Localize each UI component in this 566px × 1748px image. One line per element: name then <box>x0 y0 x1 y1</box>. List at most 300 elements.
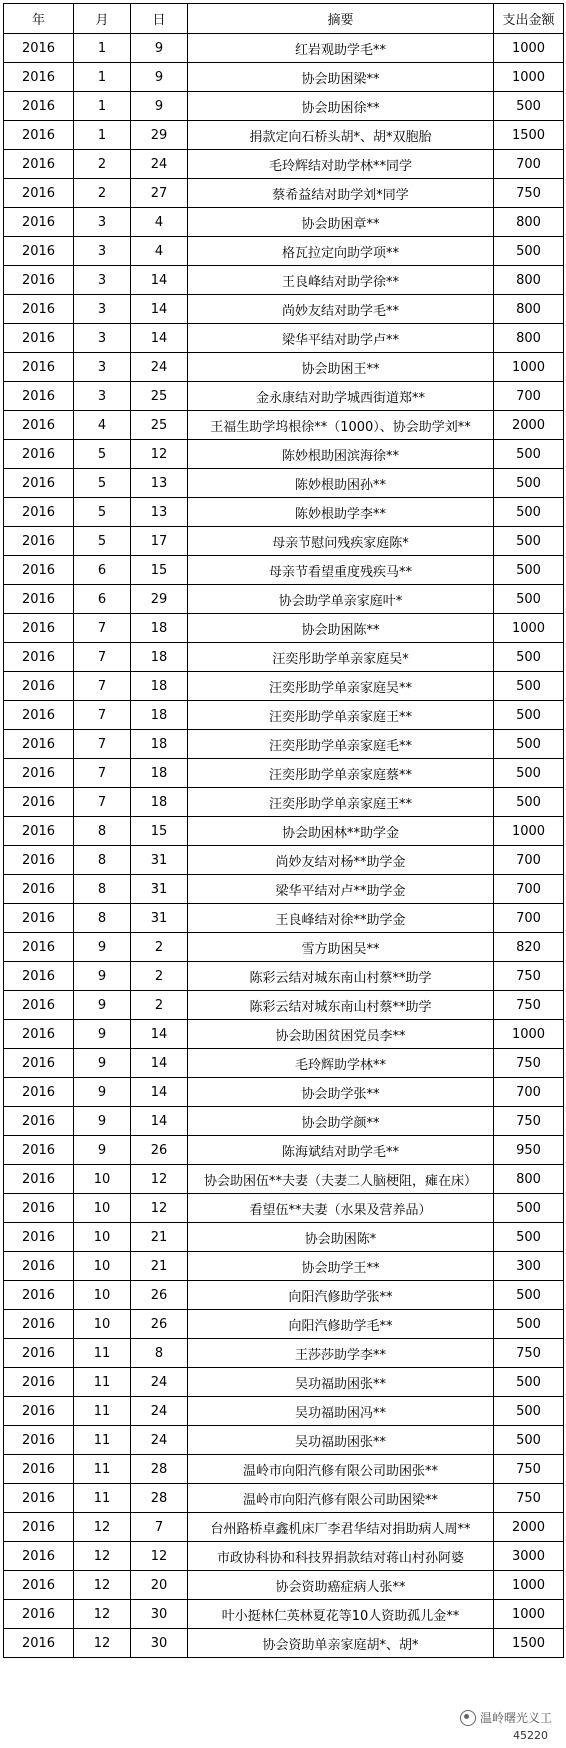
cell-month: 10 <box>74 1223 131 1252</box>
cell-description: 汪奕彤助学单亲家庭王** <box>188 701 494 730</box>
cell-month: 3 <box>74 353 131 382</box>
cell-month: 7 <box>74 788 131 817</box>
cell-year: 2016 <box>4 1484 74 1513</box>
cell-amount: 500 <box>494 1397 564 1426</box>
cell-month: 11 <box>74 1426 131 1455</box>
cell-day: 24 <box>131 150 188 179</box>
cell-month: 9 <box>74 1020 131 1049</box>
cell-day: 25 <box>131 382 188 411</box>
cell-year: 2016 <box>4 1339 74 1368</box>
cell-day: 21 <box>131 1223 188 1252</box>
cell-day: 14 <box>131 1107 188 1136</box>
cell-month: 11 <box>74 1455 131 1484</box>
cell-description: 红岩观助学毛** <box>188 34 494 63</box>
cell-description: 叶小挺林仁英林夏花等10人资助孤儿金** <box>188 1600 494 1629</box>
cell-amount: 500 <box>494 1368 564 1397</box>
cell-month: 10 <box>74 1281 131 1310</box>
cell-day: 18 <box>131 759 188 788</box>
table-row <box>4 875 564 904</box>
cell-year: 2016 <box>4 730 74 759</box>
cell-year: 2016 <box>4 150 74 179</box>
cell-description: 汪奕彤助学单亲家庭吴* <box>188 643 494 672</box>
cell-amount: 1500 <box>494 1629 564 1658</box>
cell-day: 18 <box>131 788 188 817</box>
cell-amount: 500 <box>494 585 564 614</box>
table-row <box>4 1629 564 1658</box>
cell-year: 2016 <box>4 1571 74 1600</box>
cell-day: 13 <box>131 498 188 527</box>
cell-month: 12 <box>74 1542 131 1571</box>
cell-amount: 500 <box>494 1194 564 1223</box>
table-row <box>4 1107 564 1136</box>
cell-amount: 800 <box>494 208 564 237</box>
cell-month: 1 <box>74 34 131 63</box>
cell-description: 协会助学单亲家庭叶* <box>188 585 494 614</box>
cell-description: 看望伍**夫妻（水果及营养品） <box>188 1194 494 1223</box>
cell-amount: 500 <box>494 469 564 498</box>
cell-year: 2016 <box>4 933 74 962</box>
cell-day: 4 <box>131 208 188 237</box>
cell-month: 1 <box>74 121 131 150</box>
cell-amount: 2000 <box>494 411 564 440</box>
cell-description: 协会助困贫困党员李** <box>188 1020 494 1049</box>
cell-year: 2016 <box>4 759 74 788</box>
cell-year: 2016 <box>4 1513 74 1542</box>
cell-day: 18 <box>131 643 188 672</box>
cell-day: 31 <box>131 846 188 875</box>
cell-year: 2016 <box>4 179 74 208</box>
watermark <box>460 1709 552 1726</box>
cell-day: 18 <box>131 614 188 643</box>
cell-description: 陈妙根助困滨海徐** <box>188 440 494 469</box>
cell-description: 协会助困伍**夫妻（夫妻二人脑梗阻，瘫在床） <box>188 1165 494 1194</box>
table-body <box>4 34 564 1658</box>
cell-month: 11 <box>74 1368 131 1397</box>
cell-description: 协会助学王** <box>188 1252 494 1281</box>
header-year: 年 <box>4 4 74 34</box>
cell-day: 27 <box>131 179 188 208</box>
cell-day: 30 <box>131 1629 188 1658</box>
cell-day: 28 <box>131 1484 188 1513</box>
cell-amount: 500 <box>494 788 564 817</box>
cell-day: 29 <box>131 585 188 614</box>
cell-year: 2016 <box>4 846 74 875</box>
cell-description: 协会助困梁** <box>188 63 494 92</box>
cell-description: 雪方助困吴** <box>188 933 494 962</box>
table-row <box>4 208 564 237</box>
cell-amount: 950 <box>494 1136 564 1165</box>
expense-table <box>3 3 564 1658</box>
cell-description: 母亲节慰问残疾家庭陈* <box>188 527 494 556</box>
table-row <box>4 179 564 208</box>
cell-year: 2016 <box>4 382 74 411</box>
cell-amount: 750 <box>494 1107 564 1136</box>
cell-description: 尚妙友结对杨**助学金 <box>188 846 494 875</box>
table-row <box>4 730 564 759</box>
table-row <box>4 237 564 266</box>
cell-amount: 500 <box>494 672 564 701</box>
cell-month: 3 <box>74 208 131 237</box>
table-row <box>4 846 564 875</box>
cell-year: 2016 <box>4 237 74 266</box>
cell-amount: 700 <box>494 1078 564 1107</box>
cell-day: 2 <box>131 962 188 991</box>
cell-year: 2016 <box>4 121 74 150</box>
cell-amount: 500 <box>494 1281 564 1310</box>
cell-month: 8 <box>74 875 131 904</box>
cell-year: 2016 <box>4 614 74 643</box>
cell-month: 5 <box>74 527 131 556</box>
cell-description: 向阳汽修助学张** <box>188 1281 494 1310</box>
table-row <box>4 1310 564 1339</box>
cell-year: 2016 <box>4 1368 74 1397</box>
cell-description: 台州路桥卓鑫机床厂李君华结对捐助病人周** <box>188 1513 494 1542</box>
cell-year: 2016 <box>4 1542 74 1571</box>
cell-amount: 750 <box>494 179 564 208</box>
cell-year: 2016 <box>4 527 74 556</box>
table-row <box>4 614 564 643</box>
cell-month: 2 <box>74 179 131 208</box>
cell-month: 9 <box>74 991 131 1020</box>
table-row <box>4 440 564 469</box>
cell-description: 陈妙根助学李** <box>188 498 494 527</box>
table-row <box>4 962 564 991</box>
cell-day: 13 <box>131 469 188 498</box>
cell-amount: 500 <box>494 498 564 527</box>
cell-day: 24 <box>131 1368 188 1397</box>
table-row <box>4 150 564 179</box>
cell-day: 14 <box>131 295 188 324</box>
cell-month: 6 <box>74 556 131 585</box>
table-row <box>4 788 564 817</box>
cell-description: 协会助困陈* <box>188 1223 494 1252</box>
cell-month: 8 <box>74 846 131 875</box>
cell-day: 28 <box>131 1455 188 1484</box>
cell-year: 2016 <box>4 1049 74 1078</box>
table-row <box>4 295 564 324</box>
table-row <box>4 1136 564 1165</box>
cell-month: 3 <box>74 295 131 324</box>
cell-amount: 500 <box>494 1223 564 1252</box>
cell-description: 蔡希益结对助学刘*同学 <box>188 179 494 208</box>
table-row <box>4 1049 564 1078</box>
cell-day: 24 <box>131 1426 188 1455</box>
cell-day: 20 <box>131 1571 188 1600</box>
table-row <box>4 1339 564 1368</box>
cell-amount: 500 <box>494 759 564 788</box>
cell-month: 6 <box>74 585 131 614</box>
cell-description: 毛玲辉结对助学林**同学 <box>188 150 494 179</box>
cell-month: 7 <box>74 759 131 788</box>
cell-amount: 750 <box>494 1455 564 1484</box>
cell-amount: 1000 <box>494 614 564 643</box>
cell-amount: 500 <box>494 237 564 266</box>
cell-month: 10 <box>74 1194 131 1223</box>
cell-day: 14 <box>131 266 188 295</box>
cell-month: 11 <box>74 1397 131 1426</box>
cell-day: 12 <box>131 440 188 469</box>
cell-day: 26 <box>131 1310 188 1339</box>
header-month: 月 <box>74 4 131 34</box>
cell-amount: 500 <box>494 701 564 730</box>
cell-day: 9 <box>131 34 188 63</box>
cell-amount: 500 <box>494 440 564 469</box>
wechat-bubble-icon <box>460 1710 476 1726</box>
table-row <box>4 991 564 1020</box>
cell-year: 2016 <box>4 1281 74 1310</box>
cell-month: 9 <box>74 1049 131 1078</box>
header-row <box>4 4 564 34</box>
cell-month: 9 <box>74 1078 131 1107</box>
table-row <box>4 353 564 382</box>
cell-day: 26 <box>131 1136 188 1165</box>
table-row <box>4 1513 564 1542</box>
cell-amount: 2000 <box>494 1513 564 1542</box>
cell-amount: 1000 <box>494 1600 564 1629</box>
cell-month: 10 <box>74 1165 131 1194</box>
cell-year: 2016 <box>4 1194 74 1223</box>
cell-day: 18 <box>131 730 188 759</box>
cell-description: 陈海斌结对助学毛** <box>188 1136 494 1165</box>
cell-description: 协会助困陈** <box>188 614 494 643</box>
cell-month: 7 <box>74 614 131 643</box>
cell-description: 金永康结对助学城西街道郑** <box>188 382 494 411</box>
cell-amount: 800 <box>494 266 564 295</box>
table-row <box>4 266 564 295</box>
cell-amount: 700 <box>494 875 564 904</box>
table-row <box>4 556 564 585</box>
table-row <box>4 92 564 121</box>
cell-amount: 1500 <box>494 121 564 150</box>
cell-year: 2016 <box>4 208 74 237</box>
cell-day: 8 <box>131 1339 188 1368</box>
table-row <box>4 382 564 411</box>
cell-year: 2016 <box>4 643 74 672</box>
table-row <box>4 1252 564 1281</box>
cell-amount: 3000 <box>494 1542 564 1571</box>
cell-description: 王良峰结对徐**助学金 <box>188 904 494 933</box>
cell-day: 14 <box>131 324 188 353</box>
cell-month: 4 <box>74 411 131 440</box>
cell-description: 协会助困王** <box>188 353 494 382</box>
cell-description: 捐款定向石桥头胡*、胡*双胞胎 <box>188 121 494 150</box>
cell-day: 24 <box>131 353 188 382</box>
table-row <box>4 1020 564 1049</box>
table-row <box>4 1194 564 1223</box>
cell-amount: 1000 <box>494 1571 564 1600</box>
cell-description: 格瓦拉定向助学项** <box>188 237 494 266</box>
header-amount: 支出金额 <box>494 4 564 34</box>
cell-year: 2016 <box>4 34 74 63</box>
cell-year: 2016 <box>4 295 74 324</box>
cell-amount: 1000 <box>494 353 564 382</box>
cell-amount: 750 <box>494 1484 564 1513</box>
cell-description: 毛玲辉助学林** <box>188 1049 494 1078</box>
cell-month: 9 <box>74 1136 131 1165</box>
cell-year: 2016 <box>4 701 74 730</box>
cell-description: 向阳汽修助学毛** <box>188 1310 494 1339</box>
cell-month: 7 <box>74 672 131 701</box>
cell-year: 2016 <box>4 440 74 469</box>
cell-description: 王莎莎助学李** <box>188 1339 494 1368</box>
cell-year: 2016 <box>4 904 74 933</box>
cell-year: 2016 <box>4 1600 74 1629</box>
cell-description: 尚妙友结对助学毛** <box>188 295 494 324</box>
cell-amount: 800 <box>494 295 564 324</box>
cell-description: 协会资助癌症病人张** <box>188 1571 494 1600</box>
header-description: 摘要 <box>188 4 494 34</box>
cell-month: 3 <box>74 382 131 411</box>
table-row <box>4 701 564 730</box>
cell-amount: 500 <box>494 730 564 759</box>
cell-day: 30 <box>131 1600 188 1629</box>
cell-year: 2016 <box>4 324 74 353</box>
cell-month: 9 <box>74 962 131 991</box>
cell-day: 12 <box>131 1194 188 1223</box>
cell-month: 12 <box>74 1513 131 1542</box>
cell-description: 协会助困徐** <box>188 92 494 121</box>
table-row <box>4 585 564 614</box>
cell-amount: 700 <box>494 150 564 179</box>
table-row <box>4 34 564 63</box>
cell-day: 24 <box>131 1397 188 1426</box>
cell-amount: 750 <box>494 991 564 1020</box>
cell-year: 2016 <box>4 1165 74 1194</box>
cell-month: 2 <box>74 150 131 179</box>
cell-day: 4 <box>131 237 188 266</box>
cell-amount: 500 <box>494 92 564 121</box>
page-code: 45220 <box>513 1729 548 1742</box>
table-row <box>4 1600 564 1629</box>
cell-year: 2016 <box>4 788 74 817</box>
cell-description: 吴功福助困张** <box>188 1426 494 1455</box>
cell-amount: 750 <box>494 1049 564 1078</box>
cell-description: 吴功福助困张** <box>188 1368 494 1397</box>
cell-year: 2016 <box>4 1107 74 1136</box>
cell-month: 9 <box>74 933 131 962</box>
cell-description: 陈彩云结对城东南山村蔡**助学 <box>188 962 494 991</box>
table-row <box>4 411 564 440</box>
cell-year: 2016 <box>4 1310 74 1339</box>
cell-month: 1 <box>74 63 131 92</box>
cell-year: 2016 <box>4 469 74 498</box>
cell-description: 温岭市向阳汽修有限公司助困张** <box>188 1455 494 1484</box>
cell-month: 7 <box>74 643 131 672</box>
cell-day: 9 <box>131 92 188 121</box>
table-row <box>4 1281 564 1310</box>
cell-amount: 800 <box>494 324 564 353</box>
cell-month: 7 <box>74 701 131 730</box>
cell-day: 25 <box>131 411 188 440</box>
cell-year: 2016 <box>4 92 74 121</box>
cell-day: 21 <box>131 1252 188 1281</box>
cell-amount: 1000 <box>494 817 564 846</box>
table-row <box>4 498 564 527</box>
table-row <box>4 469 564 498</box>
cell-amount: 500 <box>494 556 564 585</box>
table-row <box>4 672 564 701</box>
cell-year: 2016 <box>4 353 74 382</box>
cell-year: 2016 <box>4 1020 74 1049</box>
cell-description: 王福生助学坞根徐**（1000）、协会助学刘** <box>188 411 494 440</box>
table-row <box>4 1542 564 1571</box>
cell-amount: 500 <box>494 643 564 672</box>
cell-description: 汪奕彤助学单亲家庭蔡** <box>188 759 494 788</box>
cell-amount: 820 <box>494 933 564 962</box>
cell-day: 31 <box>131 904 188 933</box>
cell-day: 14 <box>131 1049 188 1078</box>
cell-year: 2016 <box>4 875 74 904</box>
cell-month: 3 <box>74 266 131 295</box>
cell-year: 2016 <box>4 1629 74 1658</box>
cell-amount: 700 <box>494 904 564 933</box>
cell-year: 2016 <box>4 63 74 92</box>
table-row <box>4 643 564 672</box>
cell-day: 14 <box>131 1078 188 1107</box>
cell-day: 7 <box>131 1513 188 1542</box>
cell-month: 8 <box>74 904 131 933</box>
table-row <box>4 759 564 788</box>
table-row <box>4 1078 564 1107</box>
cell-description: 梁华平结对卢**助学金 <box>188 875 494 904</box>
table-row <box>4 63 564 92</box>
cell-month: 12 <box>74 1600 131 1629</box>
table-row <box>4 324 564 353</box>
cell-description: 温岭市向阳汽修有限公司助困梁** <box>188 1484 494 1513</box>
table-row <box>4 527 564 556</box>
cell-day: 17 <box>131 527 188 556</box>
cell-month: 5 <box>74 498 131 527</box>
cell-year: 2016 <box>4 817 74 846</box>
cell-amount: 700 <box>494 846 564 875</box>
cell-description: 市政协科协和科技界捐款结对蒋山村孙阿婆 <box>188 1542 494 1571</box>
table-row <box>4 1165 564 1194</box>
watermark-text: 温岭曙光义工 <box>479 1711 552 1725</box>
cell-day: 9 <box>131 63 188 92</box>
cell-month: 9 <box>74 1107 131 1136</box>
cell-day: 15 <box>131 817 188 846</box>
cell-description: 汪奕彤助学单亲家庭王** <box>188 788 494 817</box>
cell-month: 10 <box>74 1310 131 1339</box>
cell-amount: 300 <box>494 1252 564 1281</box>
cell-year: 2016 <box>4 962 74 991</box>
cell-description: 母亲节看望重度残疾马** <box>188 556 494 585</box>
cell-day: 31 <box>131 875 188 904</box>
cell-month: 12 <box>74 1571 131 1600</box>
cell-amount: 500 <box>494 1426 564 1455</box>
table-row <box>4 1368 564 1397</box>
cell-amount: 750 <box>494 962 564 991</box>
cell-day: 26 <box>131 1281 188 1310</box>
cell-month: 10 <box>74 1252 131 1281</box>
cell-amount: 1000 <box>494 63 564 92</box>
cell-amount: 1000 <box>494 1020 564 1049</box>
cell-year: 2016 <box>4 411 74 440</box>
cell-year: 2016 <box>4 1426 74 1455</box>
cell-amount: 500 <box>494 527 564 556</box>
cell-description: 协会助学颜** <box>188 1107 494 1136</box>
header-day: 日 <box>131 4 188 34</box>
cell-month: 5 <box>74 469 131 498</box>
cell-amount: 750 <box>494 1339 564 1368</box>
cell-day: 29 <box>131 121 188 150</box>
cell-year: 2016 <box>4 1252 74 1281</box>
cell-description: 协会助学张** <box>188 1078 494 1107</box>
cell-year: 2016 <box>4 1078 74 1107</box>
table-row <box>4 933 564 962</box>
cell-year: 2016 <box>4 991 74 1020</box>
cell-year: 2016 <box>4 556 74 585</box>
